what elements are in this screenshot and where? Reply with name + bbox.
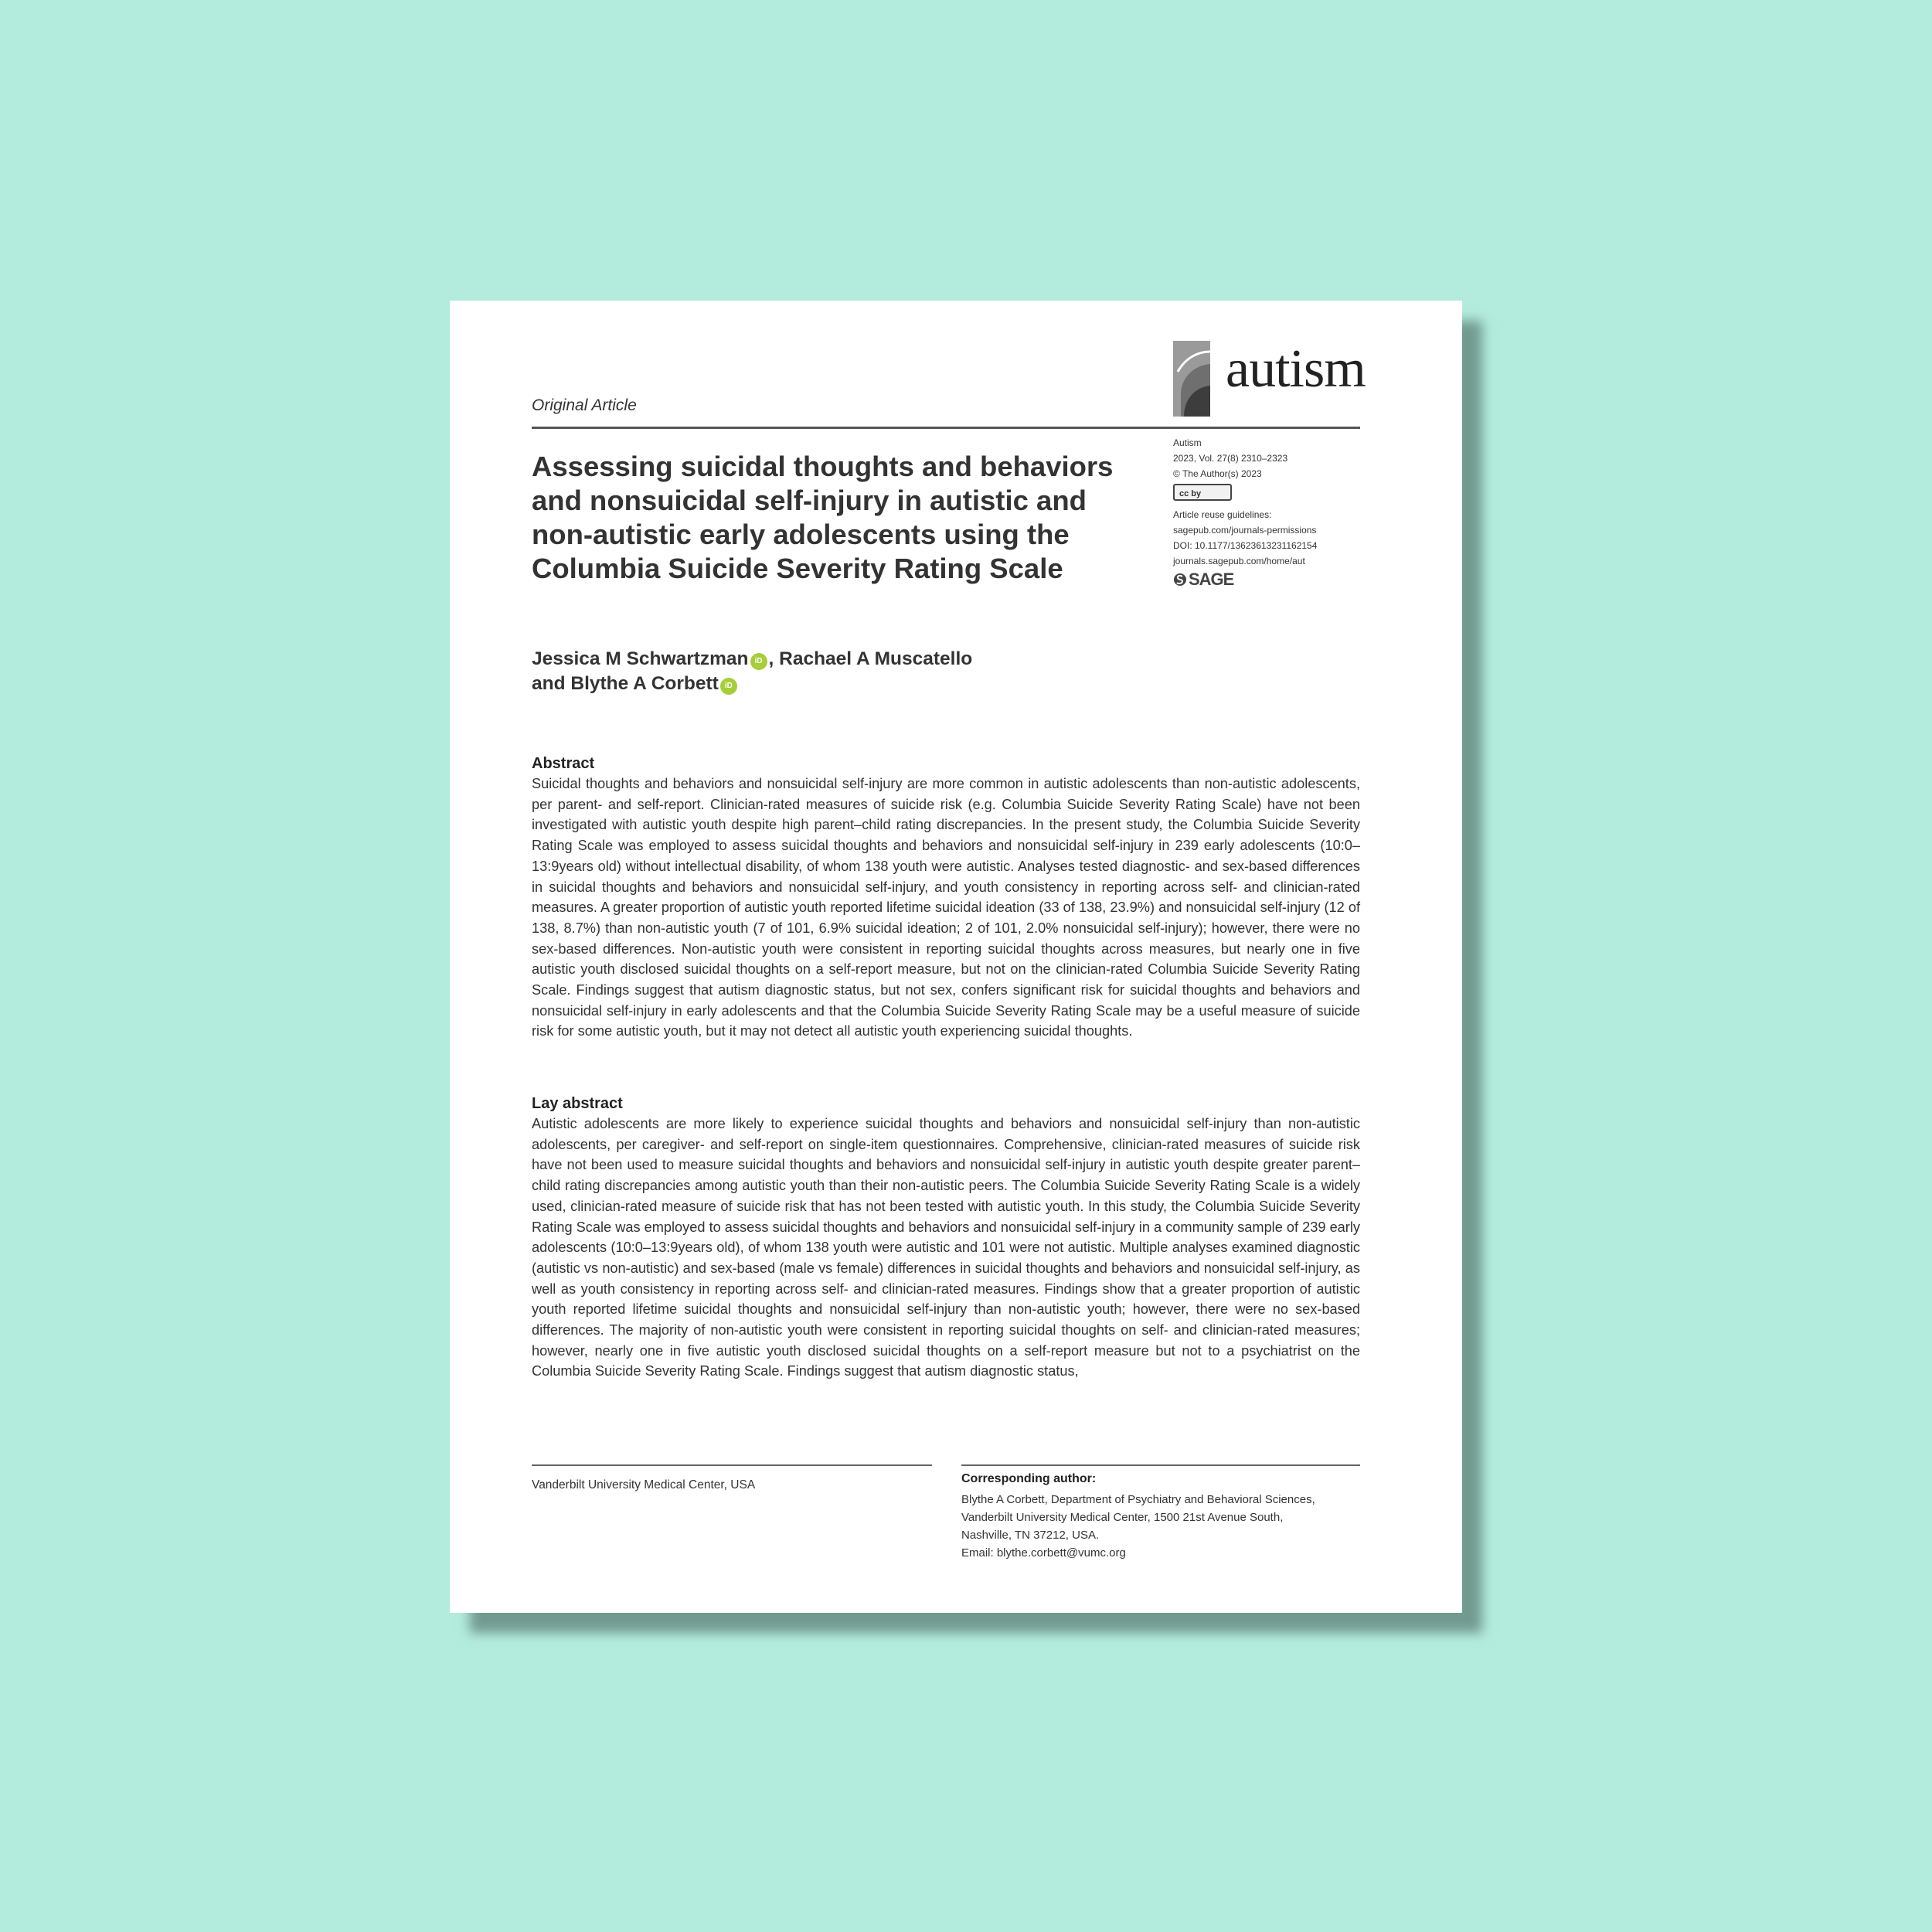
volume-info: 2023, Vol. 27(8) 2310–2323 [1173, 453, 1288, 464]
author-conjunction: and [532, 673, 571, 694]
corresponding-line: Nashville, TN 37212, USA. [961, 1529, 1100, 1542]
author-list [532, 647, 1150, 696]
copyright: © The Author(s) 2023 [1173, 468, 1262, 479]
article-type: Original Article [532, 396, 637, 414]
journal-name: Autism [1173, 437, 1202, 448]
header-divider [532, 427, 1360, 429]
sage-logo-icon [1173, 573, 1187, 587]
footer-divider [532, 1464, 932, 1466]
corresponding-author-details [961, 1491, 1371, 1562]
affiliation: Vanderbilt University Medical Center, USA [532, 1478, 756, 1492]
author-name: Jessica M Schwartzman [532, 648, 749, 669]
lay-abstract-text: Autistic adolescents are more likely to experience suicidal thoughts and behaviors and nonsuicidal self-injury than non-autistic adolescents, per caregiver- and self-report on single-item questionnaires. Comprehensive, clinician-rated measures of suicide risk have not been used to measure suicidal thoughts and behaviors and nonsuicidal self-injury in autistic youth despite greater parent–child rating discrepancies among autistic youth than their non-autistic peers. The Columbia Suicide Severity Rating Scale is a widely used, clinician-rated measure of suicide risk that has not been tested with autistic youth. In this study, the Columbia Suicide Severity Rating Scale was employed to assess suicidal thoughts and behaviors and nonsuicidal self-injury in a community sample of 239 early adolescents (10:0–13:9years old), of whom 138 youth were autistic and 101 were not autistic. Multiple analyses examined diagnostic (autistic vs non-autistic) and sex-based (male vs female) differences in suicidal thoughts and behaviors and nonsuicidal self-injury, as well as youth consistency in reporting across self- and clinician-rated measures. Findings show that a greater proportion of autistic youth reported lifetime suicidal thoughts and nonsuicidal self-injury than non-autistic youth; however, there were no sex-based differences. The majority of non-autistic youth were consistent in reporting suicidal thoughts on self- and clinician-rated measures; however, nearly one in five autistic youth disclosed suicidal thoughts on a self-report measure but not to a psychiatrist on the Columbia Suicide Severity Rating Scale. Findings suggest that autism diagnostic status, [532, 1116, 1360, 1379]
cc-license-text: cc by [1179, 489, 1202, 498]
article-page [450, 301, 1462, 1613]
journal-logo-mark-icon [1173, 341, 1221, 417]
author-name: , Rachael A Muscatello [768, 648, 973, 669]
reuse-link[interactable]: sagepub.com/journals-permissions [1173, 525, 1317, 536]
corresponding-author-heading: Corresponding author: [961, 1472, 1097, 1485]
article-title: Assessing suicidal thoughts and behaviors and nonsuicidal self-injury in autistic and non-autistic early adolescents using the Columbia Suicide Severity Rating Scale [532, 451, 1114, 584]
orcid-icon[interactable]: iD [750, 653, 767, 670]
footer-divider [961, 1464, 1360, 1466]
cc-license-badge [1173, 484, 1232, 501]
abstract-text: Suicidal thoughts and behaviors and nonsuicidal self-injury are more common in autistic adolescents than non-autistic adolescents, per parent- and self-report. Clinician-rated measures of suicide risk (e.g. Columbia Suicide Severity Rating Scale) have not been investigated with autistic youth despite high parent–child rating discrepancies. In the present study, the Columbia Suicide Severity Rating Scale was employed to assess suicidal thoughts and behaviors and nonsuicidal self-injury in 239 early adolescents (10:0–13:9years old) without intellectual disability, of whom 138 youth were autistic. Analyses tested diagnostic- and sex-based differences in suicidal thoughts and behaviors and nonsuicidal self-injury, and youth consistency in reporting across self- and clinician-rated measures. A greater proportion of autistic youth reported lifetime suicidal ideation (33 of 138, 23.9%) and nonsuicidal self-injury (12 of 138, 8.7%) than non-autistic youth (7 of 101, 6.9% suicidal ideation; 2 of 101, 2.0% nonsuicidal self-injury); however, there were no sex-based differences. Non-autistic youth were consistent in reporting suicidal thoughts across measures, but nearly one in five autistic youth disclosed suicidal thoughts on a self-report measure, but not on the clinician-rated Columbia Suicide Severity Rating Scale. Findings suggest that autism diagnostic status, but not sex, confers significant risk for suicidal thoughts and behaviors and nonsuicidal self-injury in early adolescents and that the Columbia Suicide Severity Rating Scale may be a useful measure of suicide risk for some autistic youth, but it may not detect all autistic youth experiencing suicidal thoughts. [532, 776, 1360, 1039]
journal-logo [1173, 339, 1366, 417]
sage-logo-text: SAGE [1189, 570, 1234, 589]
corresponding-line: Vanderbilt University Medical Center, 1500 21st Avenue South, [961, 1511, 1284, 1524]
corresponding-line: Blythe A Corbett, Department of Psychiatry and Behavioral Sciences, [961, 1493, 1315, 1506]
lay-abstract-heading: Lay abstract [532, 1095, 623, 1112]
corresponding-email[interactable]: Email: blythe.corbett@vumc.org [961, 1546, 1126, 1560]
author-name: Blythe A Corbett [570, 673, 719, 694]
abstract-heading: Abstract [532, 755, 595, 772]
orcid-icon[interactable]: iD [720, 678, 737, 695]
doi[interactable]: DOI: 10.1177/13623613231162154 [1173, 540, 1318, 551]
journal-meta [1173, 435, 1366, 587]
publisher-logo [1173, 572, 1366, 587]
reuse-label: Article reuse guidelines: [1173, 509, 1272, 520]
journal-logo-text: autism [1226, 339, 1366, 399]
journal-homepage-link[interactable]: journals.sagepub.com/home/aut [1173, 556, 1305, 566]
